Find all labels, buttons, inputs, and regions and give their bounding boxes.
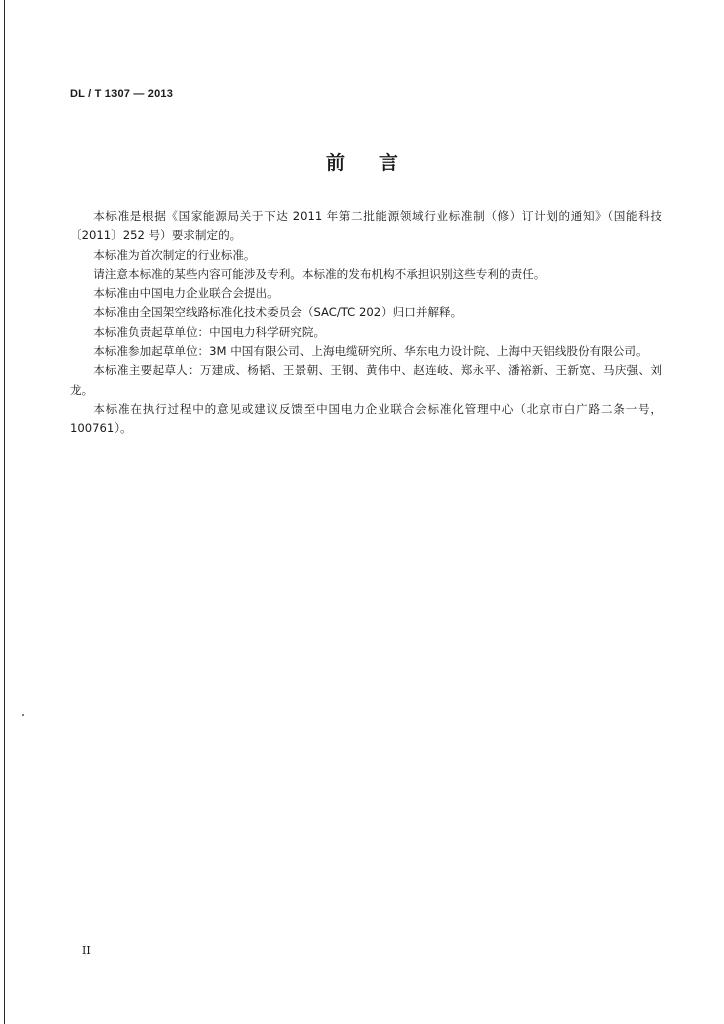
paragraph-proposer: 本标准由中国电力企业联合会提出。 [93, 286, 279, 301]
paragraph-main-drafters: 本标准主要起草人：万建成、杨韬、王景朝、王钢、黄伟中、赵连岐、郑永平、潘裕新、王新宽、马庆强、刘龙。 [70, 363, 662, 397]
page-number: II [82, 944, 91, 957]
paragraph-committee: 本标准由全国架空线路标准化技术委员会（SAC/TC 202）归口并解释。 [93, 305, 463, 320]
scan-speck [22, 714, 24, 716]
foreword-body [70, 207, 662, 439]
paragraph-feedback: 本标准在执行过程中的意见或建议反馈至中国电力企业联合会标准化管理中心（北京市白广路二条一号，100761）。 [70, 401, 662, 436]
paragraph-participating-drafters: 本标准参加起草单位：3M 中国有限公司、上海电缆研究所、华东电力设计院、上海中天铝线股份有限公司。 [93, 344, 648, 359]
page-title: 前言 [325, 152, 432, 174]
document-code: DL / T 1307 — 2013 [70, 88, 174, 100]
paragraph-basis: 本标准是根据《国家能源局关于下达 2011 年第二批能源领域行业标准制（修）订计划的通知》（国能科技〔2011〕252 号）要求制定的。 [70, 209, 662, 243]
paragraph-first-edition: 本标准为首次制定的行业标准。 [93, 247, 256, 262]
paragraph-patent-notice: 请注意本标准的某些内容可能涉及专利。本标准的发布机构不承担识别这些专利的责任。 [93, 266, 546, 281]
paragraph-lead-drafter: 本标准负责起草单位：中国电力科学研究院。 [93, 324, 326, 339]
